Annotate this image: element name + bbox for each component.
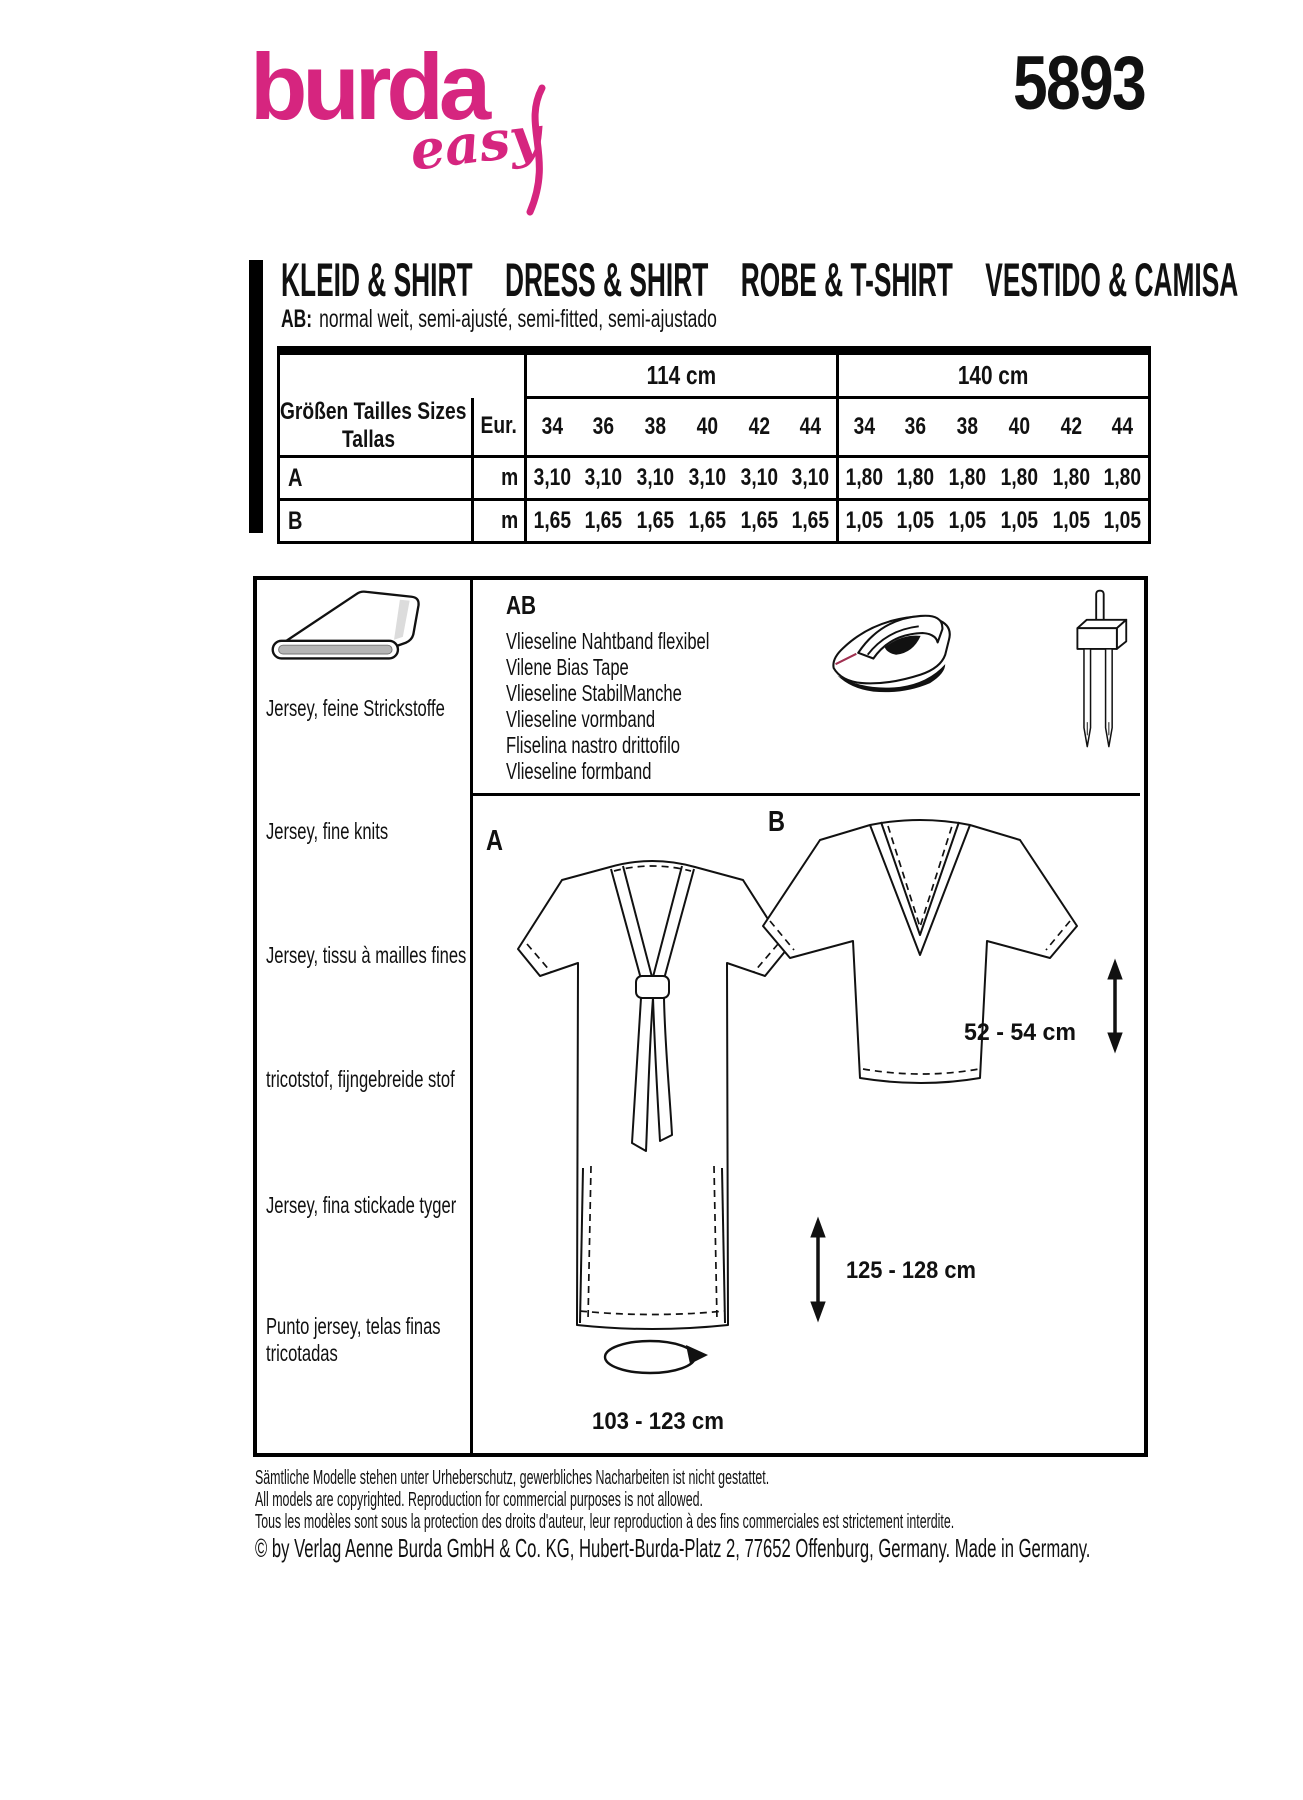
garment-title bbox=[281, 253, 1239, 306]
fabric-amount-cell: 1,80 bbox=[890, 457, 942, 500]
copyright-line-de: Sämtliche Modelle stehen unter Urheberschutz, gewerbliches Nacharbeiten ist nicht gestattet. bbox=[255, 1467, 770, 1489]
size-header: 42 bbox=[1046, 398, 1098, 457]
unit-cell: m bbox=[473, 500, 526, 543]
measurement-a-length: 125 - 128 cm bbox=[846, 1257, 976, 1284]
fabric-amount-cell: 3,10 bbox=[526, 457, 578, 500]
fabric-name-en: Jersey, fine knits bbox=[266, 818, 389, 844]
fit-text: normal weit, semi-ajusté, semi-fitted, semi-ajustado bbox=[319, 305, 717, 333]
fabric-column bbox=[260, 582, 468, 1447]
copyright-line-fr: Tous les modèles sont sous la protection des droits d'auteur, leur reproduction à des fins commerciales est strictement interdite. bbox=[255, 1511, 955, 1533]
fabric-amount-cell: 1,05 bbox=[1000, 507, 1039, 535]
size-header: 36 bbox=[578, 398, 630, 457]
width-header-empty-cell bbox=[279, 351, 526, 398]
fabric-bolt-icon bbox=[266, 586, 434, 676]
size-header: 44 bbox=[786, 398, 838, 457]
burda-logo-text: burda bbox=[250, 34, 487, 139]
dress-a-drawing bbox=[518, 861, 787, 1329]
length-arrow-b-icon bbox=[1108, 960, 1122, 1052]
iron-icon bbox=[826, 598, 968, 702]
size-header: 40 bbox=[994, 398, 1046, 457]
fabric-amount-cell: 1,65 bbox=[688, 507, 727, 535]
fabric-name-fr: Jersey, tissu à mailles fines bbox=[266, 942, 467, 968]
fabric-amount-cell: 1,65 bbox=[533, 507, 571, 535]
fabric-amount-cell: 1,05 bbox=[896, 507, 935, 535]
size-header: 34 bbox=[838, 398, 890, 457]
size-header: 40 bbox=[682, 398, 734, 457]
length-arrow-a-icon bbox=[811, 1218, 825, 1321]
measurement-b-length: 52 - 54 cm bbox=[964, 1019, 1076, 1046]
burda-easy-logo bbox=[250, 34, 570, 190]
fabric-amount-cell: 3,10 bbox=[682, 457, 734, 500]
sizes-label-cell: Größen Tailles Sizes Tallas bbox=[279, 398, 473, 457]
view-b-label: B bbox=[768, 806, 785, 838]
notion-item: Vlieseline vormband bbox=[506, 706, 656, 732]
easy-logo-text: easy bbox=[406, 103, 545, 183]
title-accent-bar bbox=[249, 260, 263, 533]
width-header-140: 140 cm bbox=[838, 351, 1150, 398]
fabric-name-nl: tricotstof, fijngebreide stof bbox=[266, 1066, 455, 1092]
fabric-name-de: Jersey, feine Strickstoffe bbox=[266, 695, 445, 721]
notion-item: Vlieseline formband bbox=[506, 758, 652, 784]
fabric-amount-cell: 1,65 bbox=[792, 507, 830, 535]
title-en: DRESS & SHIRT bbox=[505, 253, 709, 306]
notion-item: Vilene Bias Tape bbox=[506, 654, 629, 680]
measurement-a-width: 103 - 123 cm bbox=[592, 1408, 724, 1435]
fabric-amount-cell: 1,05 bbox=[948, 507, 987, 535]
size-header: 38 bbox=[942, 398, 994, 457]
technical-drawings bbox=[472, 795, 1148, 1455]
fabric-amount-cell: 1,80 bbox=[1046, 457, 1098, 500]
fabric-name-sv: Jersey, fina stickade tyger bbox=[266, 1192, 457, 1218]
fit-label: AB: bbox=[281, 305, 313, 333]
fabric-amount-cell: 1,80 bbox=[1098, 457, 1150, 500]
fabric-amount-cell: 3,10 bbox=[578, 457, 630, 500]
size-header: 38 bbox=[630, 398, 682, 457]
notion-item: Fliselina nastro drittofilo bbox=[506, 732, 680, 758]
fit-description bbox=[281, 305, 717, 334]
size-header: 44 bbox=[1098, 398, 1150, 457]
notion-item: Vlieseline Nahtband flexibel bbox=[506, 628, 710, 654]
fabric-amount-cell: 3,10 bbox=[630, 457, 682, 500]
width-ellipse-icon bbox=[605, 1341, 708, 1373]
fabric-amount-cell: 1,65 bbox=[636, 507, 675, 535]
size-header: 34 bbox=[526, 398, 578, 457]
size-header: 36 bbox=[890, 398, 942, 457]
sizes-header-row bbox=[279, 398, 1150, 457]
unit-cell: m bbox=[473, 457, 526, 500]
fabric-amount-cell: 1,80 bbox=[994, 457, 1046, 500]
fabric-amount-cell: 1,05 bbox=[838, 500, 890, 543]
copyright-line-en: All models are copyrighted. Reproduction for commercial purposes is not allowed. bbox=[255, 1489, 703, 1511]
notions-list bbox=[506, 628, 789, 784]
yardage-table bbox=[277, 346, 1151, 544]
notions-section bbox=[492, 584, 1132, 789]
yardage-row-a bbox=[279, 457, 1150, 500]
title-fr: ROBE & T-SHIRT bbox=[740, 253, 953, 306]
title-es: VESTIDO & CAMISA bbox=[985, 253, 1239, 306]
size-header: 42 bbox=[734, 398, 786, 457]
fabric-amount-cell: 3,10 bbox=[734, 457, 786, 500]
notion-item: Vlieseline StabilManche bbox=[506, 680, 682, 706]
fabric-amount-cell: 1,80 bbox=[942, 457, 994, 500]
eur-label-cell: Eur. bbox=[473, 398, 526, 457]
notions-group-label: AB bbox=[506, 590, 537, 620]
fabric-name-es: Punto jersey, telas finas tricotadas bbox=[266, 1313, 441, 1366]
view-a-label: A bbox=[486, 825, 504, 857]
publisher-copyright: © by Verlag Aenne Burda GmbH & Co. KG, Hubert-Burda-Platz 2, 77652 Offenburg, Germany. Made in Germany. bbox=[255, 1533, 1091, 1563]
logo-swash-icon bbox=[518, 84, 550, 216]
width-header-114: 114 cm bbox=[526, 351, 838, 398]
width-header-row bbox=[279, 351, 1150, 398]
twin-needle-icon bbox=[1068, 586, 1130, 770]
fabric-amount-cell: 1,65 bbox=[584, 507, 623, 535]
fabric-amount-cell: 1,65 bbox=[740, 507, 779, 535]
pattern-number: 5893 bbox=[1012, 41, 1145, 126]
view-b-label-cell: B bbox=[279, 500, 473, 543]
title-de: KLEID & SHIRT bbox=[281, 253, 473, 306]
fabric-amount-cell: 1,05 bbox=[1104, 507, 1142, 535]
fabric-amount-cell: 1,80 bbox=[838, 457, 890, 500]
fabric-amount-cell: 3,10 bbox=[786, 457, 838, 500]
yardage-row-b bbox=[279, 500, 1150, 543]
fabric-amount-cell: 1,05 bbox=[1052, 507, 1091, 535]
view-a-label-cell: A bbox=[279, 457, 473, 500]
